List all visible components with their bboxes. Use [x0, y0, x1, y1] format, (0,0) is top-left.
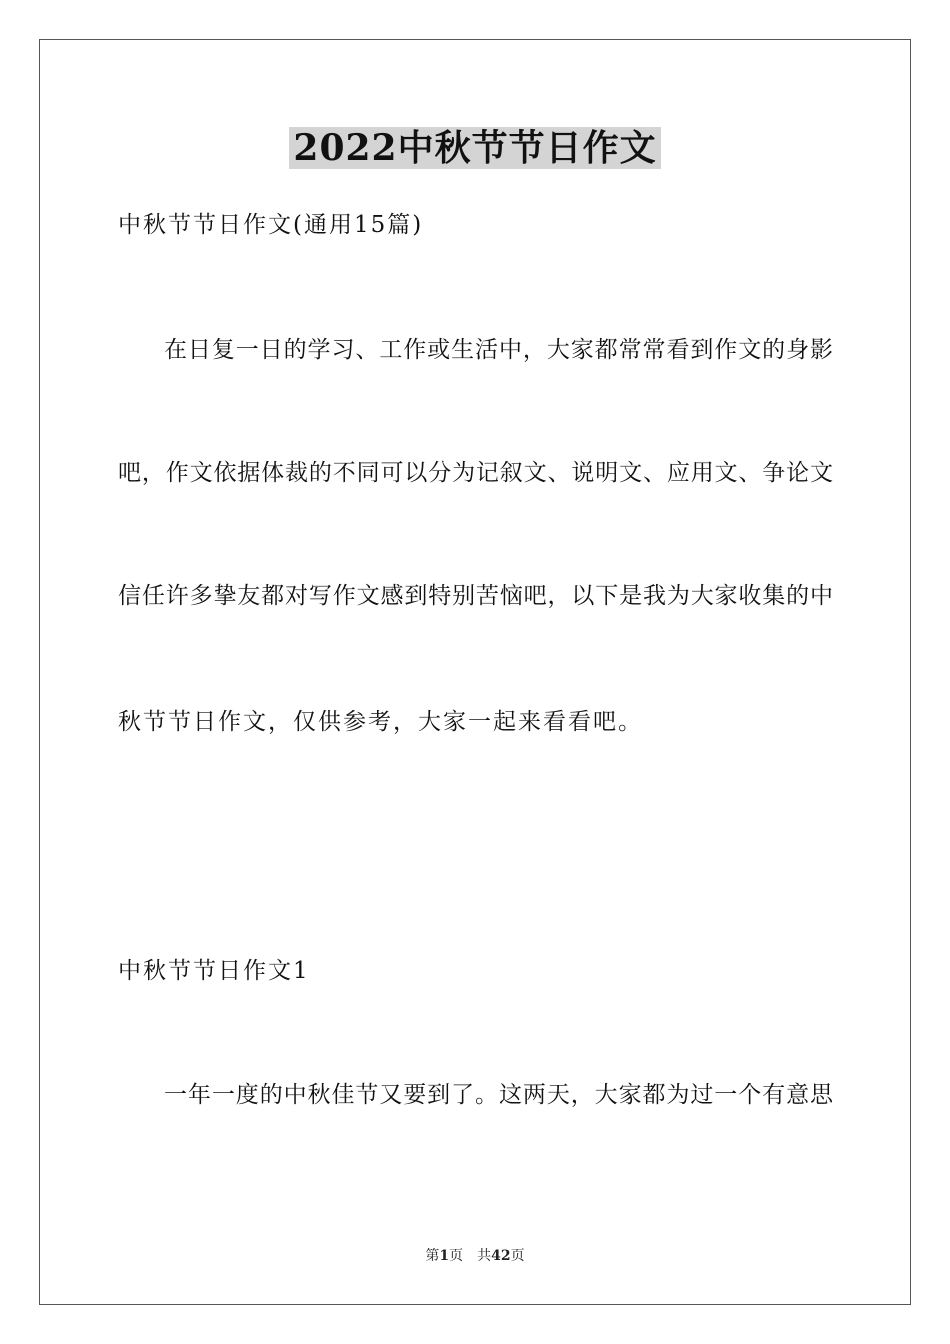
document-subtitle: 中秋节节日作文(通用15篇): [118, 212, 424, 238]
section-heading: 中秋节节日作文1: [118, 958, 310, 984]
document-title: [0, 126, 950, 170]
footer-page-total: 42: [491, 1248, 511, 1264]
footer-prefix: 第: [425, 1248, 440, 1264]
document-title-text: 2022中秋节节日作文: [289, 127, 660, 169]
page-footer: [0, 1247, 950, 1265]
intro-line-4: 秋节节日作文，仅供参考，大家一起来看看吧。: [118, 709, 643, 735]
intro-line-1: 在日复一日的学习、工作或生活中，大家都常常看到作文的身影: [164, 337, 833, 363]
footer-mid: 页 共: [449, 1248, 492, 1264]
intro-line-2: 吧，作文依据体裁的不同可以分为记叙文、说明文、应用文、争论文: [118, 460, 833, 486]
section-line-1: 一年一度的中秋佳节又要到了。这两天，大家都为过一个有意思: [164, 1082, 833, 1108]
footer-suffix: 页: [510, 1248, 525, 1264]
intro-line-3: 信任许多挚友都对写作文感到特别苦恼吧，以下是我为大家收集的中: [118, 583, 833, 609]
footer-page-number: 1: [439, 1248, 450, 1264]
